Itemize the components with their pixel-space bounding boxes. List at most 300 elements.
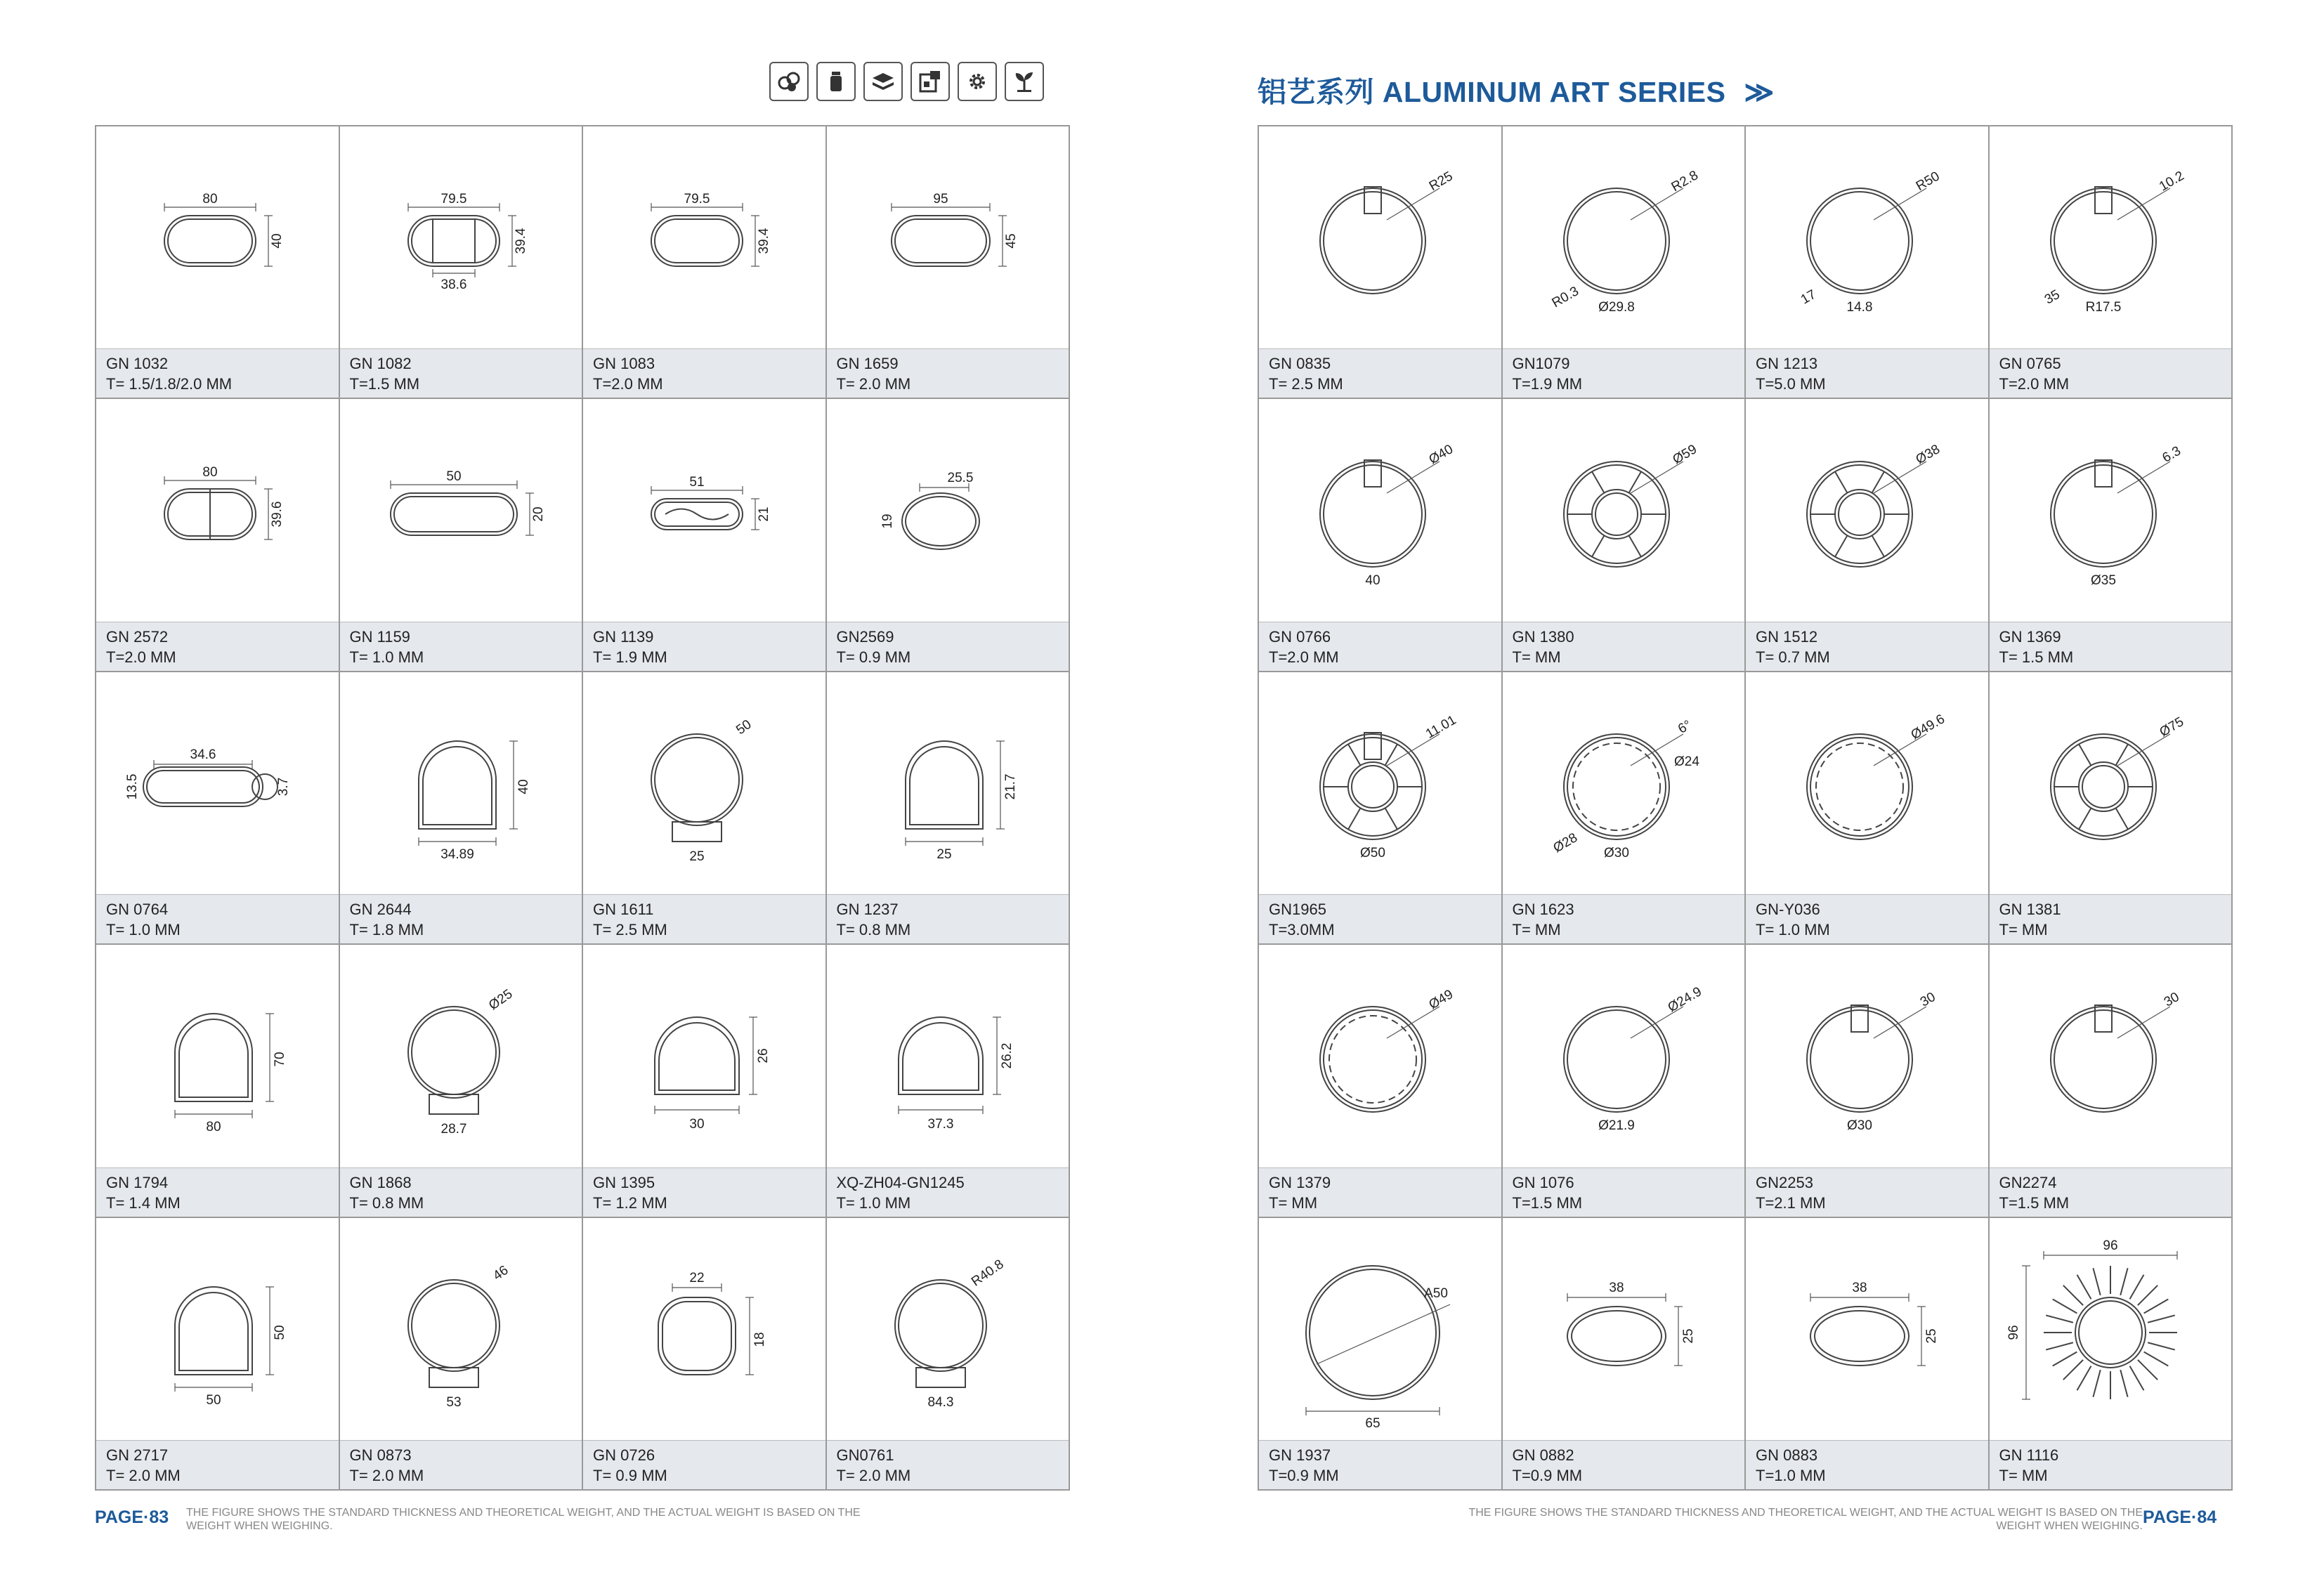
profile-drawing — [1990, 1218, 2232, 1440]
product-code: GN 0883 — [1756, 1446, 1818, 1464]
product-caption — [340, 348, 582, 398]
product-thickness: T= 1.5 MM — [1999, 648, 2074, 666]
product-cell — [1990, 945, 2233, 1217]
dimension-label: 39.4 — [757, 228, 772, 254]
profile-drawing — [583, 399, 825, 621]
product-cell — [583, 945, 827, 1217]
product-caption — [583, 1167, 825, 1217]
dimension-label: 45 — [1003, 233, 1019, 249]
profile-cross-section — [2005, 954, 2216, 1158]
profile-cross-section — [112, 409, 322, 613]
product-thickness: T=1.0 MM — [1756, 1467, 1826, 1484]
dimension-label: Ø28 — [1551, 830, 1580, 856]
product-caption — [583, 622, 825, 671]
product-thickness: T=2.0 MM — [1999, 375, 2070, 393]
dimension-label: 6.3 — [2160, 443, 2183, 466]
product-code: XQ-ZH04-GN1245 — [836, 1173, 965, 1191]
profile-drawing — [827, 399, 1069, 621]
dimension-label: Ø30 — [1847, 1118, 1873, 1134]
product-code: GN 1116 — [1999, 1446, 2059, 1464]
product-cell — [583, 672, 827, 945]
product-thickness: T= 1.2 MM — [593, 1193, 667, 1212]
dimension-label: 80 — [202, 192, 218, 207]
product-caption — [1746, 622, 1988, 671]
product-cell — [1746, 399, 1990, 672]
product-thickness: T= MM — [1999, 1467, 2048, 1484]
product-code: GN 1083 — [593, 355, 655, 373]
dimension-label: 20 — [530, 506, 546, 522]
dimension-label: 46 — [490, 1262, 511, 1283]
profile-cross-section — [112, 681, 322, 885]
product-thickness: T= 2.0 MM — [106, 1467, 181, 1484]
dimension-label: R50 — [1914, 169, 1943, 195]
profile-drawing — [583, 1218, 825, 1440]
profile-drawing — [340, 126, 582, 348]
product-code: GN 1794 — [106, 1173, 169, 1191]
dimension-label: 40 — [516, 779, 531, 794]
product-caption — [1503, 894, 1745, 943]
product-thickness: T= 0.8 MM — [836, 921, 911, 939]
product-thickness: T=2.0 MM — [106, 648, 176, 666]
dimension-label: 19 — [880, 513, 895, 529]
profile-cross-section — [2005, 409, 2216, 613]
profile-cross-section — [1274, 136, 1485, 339]
profile-drawing — [1990, 945, 2232, 1167]
profile-drawing — [1503, 399, 1745, 621]
layers-icon — [863, 62, 903, 101]
profile-cross-section — [1518, 409, 1729, 613]
profile-cross-section — [1518, 1227, 1729, 1431]
product-caption — [1746, 1440, 1988, 1489]
product-thickness: T=1.5 MM — [1999, 1193, 2070, 1212]
dimension-label: 50 — [206, 1392, 221, 1408]
product-cell — [1503, 672, 1747, 945]
product-caption — [583, 894, 825, 943]
profile-cross-section — [1274, 409, 1485, 613]
product-caption — [1503, 1440, 1745, 1489]
dimension-label: Ø49 — [1426, 987, 1456, 1013]
dimension-label: 50 — [733, 716, 755, 738]
product-cell — [1990, 672, 2233, 945]
dimension-label: Ø35 — [2090, 572, 2116, 588]
dimension-label: R17.5 — [2085, 300, 2122, 315]
dimension-label: Ø38 — [1913, 441, 1943, 467]
profile-drawing — [827, 945, 1069, 1167]
product-caption — [96, 622, 339, 671]
product-cell — [340, 672, 584, 945]
profile-drawing — [827, 672, 1069, 894]
product-cell — [583, 126, 827, 399]
product-code: GN2569 — [836, 627, 894, 646]
product-cell — [96, 399, 340, 672]
product-caption — [1746, 1167, 1988, 1217]
product-thickness: T= 0.7 MM — [1756, 648, 1830, 666]
right-product-grid — [1258, 125, 2233, 1491]
product-cell — [96, 1218, 340, 1491]
profile-cross-section — [599, 136, 809, 339]
product-caption — [340, 622, 582, 671]
profile-drawing — [1746, 399, 1988, 621]
profile-cross-section — [1761, 409, 1972, 613]
dimension-label: Ø24.9 — [1665, 984, 1704, 1016]
dimension-label: 38 — [1852, 1280, 1867, 1295]
product-cell — [1746, 126, 1990, 399]
product-cell — [340, 399, 584, 672]
dimension-label: 96 — [2103, 1238, 2118, 1253]
profile-cross-section — [2005, 1227, 2216, 1431]
dimension-label: 39.4 — [513, 228, 528, 254]
product-caption — [1990, 622, 2232, 671]
product-cell — [827, 399, 1071, 672]
product-caption — [1990, 1440, 2232, 1489]
product-thickness: T= 2.5 MM — [1269, 375, 1343, 393]
product-code: GN 2644 — [349, 901, 412, 919]
dimension-label: Ø75 — [2157, 714, 2186, 740]
profile-drawing — [1259, 672, 1501, 894]
product-cell — [340, 126, 584, 399]
profile-cross-section — [355, 1227, 566, 1431]
feature-icons — [769, 62, 1044, 101]
dimension-label: 25.5 — [947, 470, 974, 485]
series-title — [1258, 69, 1775, 110]
profile-cross-section — [355, 954, 566, 1158]
dimension-label: 18 — [752, 1332, 768, 1347]
product-code: GN2253 — [1756, 1173, 1813, 1191]
profile-drawing — [1503, 126, 1745, 348]
profile-drawing — [583, 672, 825, 894]
product-code: GN 0873 — [349, 1446, 412, 1464]
product-thickness: T= 1.8 MM — [349, 921, 424, 939]
dimension-label: 30 — [2161, 990, 2182, 1011]
profile-drawing — [1259, 399, 1501, 621]
dimension-label: 13.5 — [125, 773, 141, 800]
product-thickness: T= 2.0 MM — [836, 1467, 911, 1484]
bottle-icon — [816, 62, 856, 101]
product-caption — [1259, 1440, 1501, 1489]
dimension-label: 25 — [1924, 1328, 1940, 1344]
profile-drawing — [1990, 126, 2232, 348]
product-thickness: T=0.9 MM — [1512, 1467, 1583, 1484]
profile-drawing — [1503, 1218, 1745, 1440]
dimension-label: 30 — [689, 1117, 705, 1132]
product-caption — [1259, 1167, 1501, 1217]
profile-drawing — [1259, 1218, 1501, 1440]
dimension-label: 35 — [2042, 287, 2063, 308]
product-thickness: T= 1.0 MM — [836, 1193, 911, 1212]
profile-cross-section — [1518, 954, 1729, 1158]
product-thickness: T=1.5 MM — [349, 375, 420, 393]
dimension-label: R2.8 — [1669, 168, 1701, 195]
product-caption — [583, 348, 825, 398]
product-thickness: T= 0.9 MM — [836, 648, 911, 666]
product-caption — [1259, 622, 1501, 671]
profile-cross-section — [599, 1227, 809, 1431]
profile-drawing — [96, 126, 339, 348]
dimension-label: 79.5 — [684, 192, 710, 207]
dimension-label: 3.7 — [276, 777, 292, 797]
profile-cross-section — [842, 136, 1053, 339]
profile-cross-section — [112, 1227, 322, 1431]
product-caption — [340, 1167, 582, 1217]
product-cell — [827, 126, 1071, 399]
product-code: GN 2717 — [106, 1446, 169, 1464]
dimension-label: Ø30 — [1603, 845, 1629, 861]
profile-drawing — [1259, 945, 1501, 1167]
product-code: GN2274 — [1999, 1173, 2057, 1191]
product-code: GN 1082 — [349, 355, 412, 373]
profile-drawing — [827, 1218, 1069, 1440]
dimension-label: Ø25 — [485, 986, 516, 1014]
product-thickness: T= 0.8 MM — [349, 1193, 424, 1212]
product-caption — [1990, 348, 2232, 398]
product-code: GN 2572 — [106, 627, 169, 646]
profile-cross-section — [599, 409, 809, 613]
product-cell — [1503, 126, 1747, 399]
dimension-label: Ø24 — [1673, 754, 1699, 769]
product-code: GN 1380 — [1512, 627, 1574, 646]
dimension-label: 96 — [2006, 1325, 2021, 1340]
product-cell — [827, 945, 1071, 1217]
product-thickness: T= 2.5 MM — [593, 921, 667, 939]
dimension-label: 25 — [936, 846, 952, 862]
machine-icon — [910, 62, 950, 101]
product-thickness: T= 1.4 MM — [106, 1193, 181, 1212]
product-caption — [96, 1440, 339, 1489]
product-cell — [96, 126, 340, 399]
dimension-label: 80 — [202, 464, 218, 480]
product-cell — [1746, 1218, 1990, 1491]
product-thickness: T= MM — [1512, 648, 1561, 666]
dimension-label: 84.3 — [927, 1394, 954, 1410]
product-thickness: T= 0.9 MM — [593, 1467, 667, 1484]
profile-cross-section — [842, 1227, 1053, 1431]
product-cell — [583, 399, 827, 672]
product-cell — [96, 945, 340, 1217]
profile-cross-section — [355, 136, 566, 339]
dimension-label: 34.6 — [190, 747, 216, 762]
product-code: GN0761 — [836, 1446, 894, 1464]
dimension-label: 6° — [1675, 717, 1695, 737]
product-thickness: T= 1.5/1.8/2.0 MM — [106, 375, 233, 393]
dimension-label: 95 — [933, 192, 948, 207]
product-thickness: T=1.5 MM — [1512, 1193, 1583, 1212]
product-caption — [1746, 348, 1988, 398]
dimension-label: 17 — [1799, 287, 1819, 308]
product-caption — [583, 1440, 825, 1489]
product-cell — [96, 672, 340, 945]
product-thickness: T= 2.0 MM — [349, 1467, 424, 1484]
dimension-label: 65 — [1365, 1415, 1380, 1431]
dimension-label: A50 — [1424, 1285, 1449, 1301]
product-code: GN 1369 — [1999, 627, 2061, 646]
dimension-label: Ø50 — [1360, 845, 1386, 861]
profile-drawing — [1990, 399, 2232, 621]
product-caption — [1503, 1167, 1745, 1217]
product-cell — [1503, 1218, 1747, 1491]
dimension-label: 51 — [689, 474, 705, 490]
profile-drawing — [1503, 672, 1745, 894]
profile-drawing — [1990, 672, 2232, 894]
profile-drawing — [827, 126, 1069, 348]
product-caption — [1746, 894, 1988, 943]
product-code: GN 1611 — [593, 901, 654, 919]
profile-cross-section — [1274, 1227, 1485, 1431]
page-number-right: PAGE·84 — [2143, 1507, 2217, 1527]
product-cell — [340, 1218, 584, 1491]
product-thickness: T=0.9 MM — [1269, 1467, 1339, 1484]
product-caption — [1990, 1167, 2232, 1217]
profile-drawing — [340, 1218, 582, 1440]
product-thickness: T= 1.0 MM — [349, 648, 424, 666]
product-cell — [1746, 945, 1990, 1217]
profile-cross-section — [1761, 1227, 1972, 1431]
product-cell — [1990, 126, 2233, 399]
page-number-left: PAGE·83 — [95, 1507, 169, 1527]
product-code: GN 1076 — [1512, 1173, 1574, 1191]
product-caption — [1259, 348, 1501, 398]
product-cell — [1503, 945, 1747, 1217]
product-caption — [827, 348, 1069, 398]
product-code: GN 0766 — [1269, 627, 1331, 646]
dimension-label: 80 — [206, 1120, 221, 1135]
product-cell — [1259, 672, 1503, 945]
dimension-label: 22 — [689, 1270, 705, 1285]
dimension-label: 25 — [1680, 1328, 1696, 1344]
dimension-label: Ø59 — [1670, 441, 1699, 467]
dimension-label: 40 — [270, 233, 285, 249]
profile-cross-section — [112, 136, 322, 339]
plant-icon — [1005, 62, 1044, 101]
profile-drawing — [96, 945, 339, 1167]
dimension-label: Ø29.8 — [1598, 300, 1635, 315]
profile-cross-section — [599, 681, 809, 885]
product-cell — [1746, 672, 1990, 945]
product-cell — [1259, 126, 1503, 399]
product-code: GN 1868 — [349, 1173, 412, 1191]
dimension-label: R0.3 — [1549, 284, 1581, 311]
product-caption — [827, 1167, 1069, 1217]
dimension-label: 50 — [446, 469, 462, 484]
dimension-label: 38.6 — [440, 277, 467, 293]
product-caption — [96, 348, 339, 398]
product-code: GN 1381 — [1999, 901, 2061, 919]
profile-cross-section — [842, 409, 1053, 613]
profile-drawing — [1746, 672, 1988, 894]
profile-cross-section — [1761, 136, 1972, 339]
product-cell — [1259, 399, 1503, 672]
product-code: GN 1395 — [593, 1173, 655, 1191]
product-code: GN 1237 — [836, 901, 899, 919]
profile-drawing — [340, 945, 582, 1167]
profile-cross-section — [355, 409, 566, 613]
profile-cross-section — [1518, 136, 1729, 339]
product-code: GN 0764 — [106, 901, 169, 919]
profile-cross-section — [1761, 681, 1972, 885]
product-thickness: T=2.1 MM — [1756, 1193, 1826, 1212]
profile-drawing — [340, 399, 582, 621]
dimension-label: 39.6 — [270, 501, 285, 528]
dimension-label: 79.5 — [440, 192, 467, 207]
profile-drawing — [96, 1218, 339, 1440]
profile-cross-section — [355, 681, 566, 885]
series-title-text: 铝艺系列 ALUMINUM ART SERIES — [1258, 76, 1726, 108]
dimension-label: 37.3 — [927, 1117, 954, 1132]
product-thickness: T= MM — [1999, 921, 2048, 939]
product-cell — [1990, 1218, 2233, 1491]
product-caption — [96, 1167, 339, 1217]
dimension-label: 28.7 — [440, 1122, 467, 1137]
product-code: GN 1139 — [593, 627, 654, 646]
dimension-label: 25 — [689, 849, 705, 864]
product-thickness: T=2.0 MM — [1269, 648, 1339, 666]
product-cell — [583, 1218, 827, 1491]
product-caption — [1503, 348, 1745, 398]
profile-cross-section — [2005, 136, 2216, 339]
product-caption — [827, 1440, 1069, 1489]
product-caption — [340, 1440, 582, 1489]
product-cell — [827, 672, 1071, 945]
product-caption — [340, 894, 582, 943]
dimension-label: 10.2 — [2156, 169, 2187, 195]
product-code: GN 0882 — [1512, 1446, 1574, 1464]
product-code: GN 1512 — [1756, 627, 1818, 646]
product-cell — [1259, 945, 1503, 1217]
product-code: GN 0765 — [1999, 355, 2061, 373]
product-cell — [1259, 1218, 1503, 1491]
dimension-label: R40.8 — [968, 1257, 1007, 1290]
profile-drawing — [583, 126, 825, 348]
footnote-left: THE FIGURE SHOWS THE STANDARD THICKNESS AND THEORETICAL WEIGHT, AND THE ACTUAL WEIGHT IS BASED ON THE WEIGHT WHEN WEIGHING. — [186, 1507, 861, 1532]
product-thickness: T= 1.0 MM — [1756, 921, 1830, 939]
profile-cross-section — [1518, 681, 1729, 885]
product-caption — [827, 894, 1069, 943]
product-code: GN 0726 — [593, 1446, 655, 1464]
product-caption — [1259, 894, 1501, 943]
product-code: GN 1379 — [1269, 1173, 1331, 1191]
product-code: GN1079 — [1512, 355, 1570, 373]
product-thickness: T= MM — [1512, 921, 1561, 939]
product-code: GN-Y036 — [1756, 901, 1820, 919]
profile-drawing — [96, 399, 339, 621]
profile-cross-section — [2005, 681, 2216, 885]
gear-icon — [958, 62, 997, 101]
dimension-label: 30 — [1918, 990, 1938, 1011]
product-code: GN1965 — [1269, 901, 1326, 919]
dimension-label: Ø21.9 — [1598, 1118, 1635, 1134]
dimension-label: R25 — [1427, 169, 1456, 195]
product-code: GN 1623 — [1512, 901, 1574, 919]
profile-drawing — [583, 945, 825, 1167]
product-thickness: T= 2.0 MM — [836, 375, 911, 393]
dimension-label: 21 — [757, 506, 772, 522]
product-code: GN 1032 — [106, 355, 169, 373]
profile-cross-section — [1761, 954, 1972, 1158]
dimension-label: 53 — [446, 1394, 462, 1410]
footnote-right: THE FIGURE SHOWS THE STANDARD THICKNESS AND THEORETICAL WEIGHT, AND THE ACTUAL WEIGHT IS BASED ON THE WEIGHT WHEN WEIGHING. — [1468, 1507, 2143, 1532]
profile-cross-section — [1274, 954, 1485, 1158]
product-cell — [1990, 399, 2233, 672]
product-thickness: T=2.0 MM — [593, 375, 663, 393]
dimension-label: Ø49.6 — [1908, 712, 1948, 743]
product-thickness: T= 1.0 MM — [106, 921, 181, 939]
dimension-label: 40 — [1365, 572, 1380, 588]
product-thickness: T= MM — [1269, 1193, 1318, 1212]
product-caption — [1990, 894, 2232, 943]
profiles-icon — [769, 62, 809, 101]
profile-cross-section — [1274, 681, 1485, 885]
dimension-label: 26.2 — [999, 1042, 1014, 1069]
product-caption — [96, 894, 339, 943]
